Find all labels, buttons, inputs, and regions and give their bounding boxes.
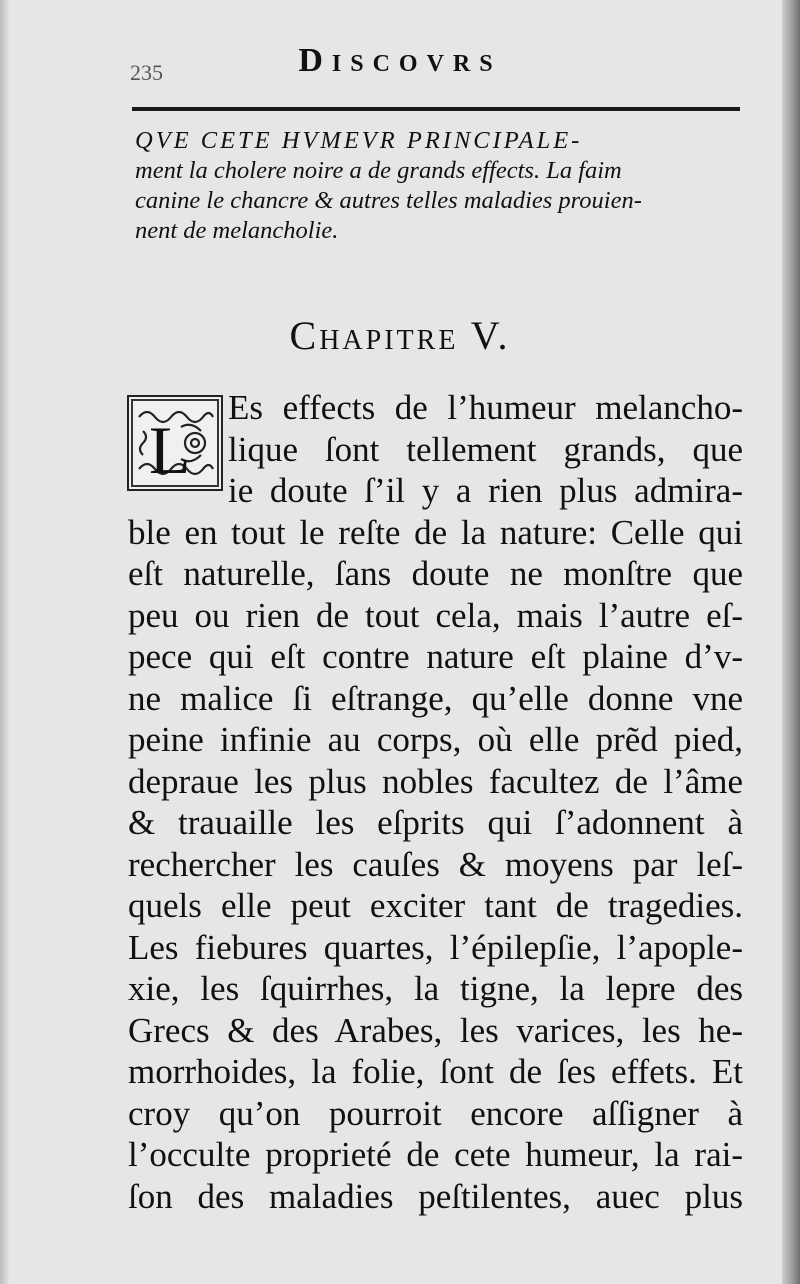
text-line: pece qui eſt contre nature eſt plaine d’v- bbox=[128, 637, 743, 676]
text-line: lique ſont tellement grands, que bbox=[228, 429, 743, 469]
summary-line: ment la cholere noire a de grands effects. La faim bbox=[135, 157, 622, 184]
text-line: quels elle peut exciter tant de tragedies. bbox=[128, 886, 743, 925]
page-number: 235 bbox=[130, 60, 163, 85]
text-line: peine infinie au corps, où elle prẽd pied, bbox=[128, 720, 743, 759]
text-line: Es effects de l’humeur melancho- bbox=[228, 388, 743, 427]
text-line: ie doute ſ’il y a rien plus admira- bbox=[228, 471, 743, 510]
text-line: Les fiebures quartes, l’épilepſie, l’apople- bbox=[128, 927, 743, 967]
text-line: peu ou rien de tout cela, mais l’autre eſ- bbox=[128, 595, 743, 635]
svg-text:L: L bbox=[149, 412, 191, 488]
text-line: eſt naturelle, ſans doute ne monſtre que bbox=[128, 554, 743, 593]
text-line: Grecs & des Arabes, les varices, les he- bbox=[128, 1010, 743, 1050]
text-line: morrhoides, la folie, ſont de ſes effets. Et bbox=[128, 1052, 743, 1091]
text-line: l’occulte proprieté de cete humeur, la rai- bbox=[128, 1135, 743, 1174]
text-line: ſon des maladies peſtilentes, auec plus bbox=[128, 1176, 743, 1216]
running-header: Discovrs bbox=[298, 42, 502, 79]
page-edge-shadow bbox=[782, 0, 800, 1284]
text-line: depraue les plus nobles facultez de l’âme bbox=[128, 761, 743, 801]
summary-line: canine le chancre & autres telles maladies prouien- bbox=[135, 187, 642, 214]
text-line: rechercher les cauſes & moyens par leſ- bbox=[128, 844, 743, 884]
summary-line: nent de melancholie. bbox=[135, 217, 339, 244]
body-text bbox=[128, 387, 743, 1217]
page-gutter-shadow bbox=[0, 0, 10, 1284]
text-line: ble en tout le reſte de la nature: Celle qui bbox=[128, 512, 743, 552]
chapter-heading: Chapitre V. bbox=[289, 313, 511, 358]
text-line: & trauaille les eſprits qui ſ’adonnent à bbox=[128, 803, 743, 842]
summary-line: QVE CETE HVMEVR PRINCIPALE- bbox=[135, 127, 583, 154]
text-line: croy qu’on pourroit encore aſſigner à bbox=[128, 1093, 743, 1133]
text-line: ne malice ſi eſtrange, qu’elle donne vne bbox=[128, 678, 743, 718]
text-line: xie, les ſquirrhes, la tigne, la lepre des bbox=[128, 969, 743, 1008]
chapter-summary bbox=[135, 126, 745, 246]
header-rule bbox=[132, 107, 740, 111]
